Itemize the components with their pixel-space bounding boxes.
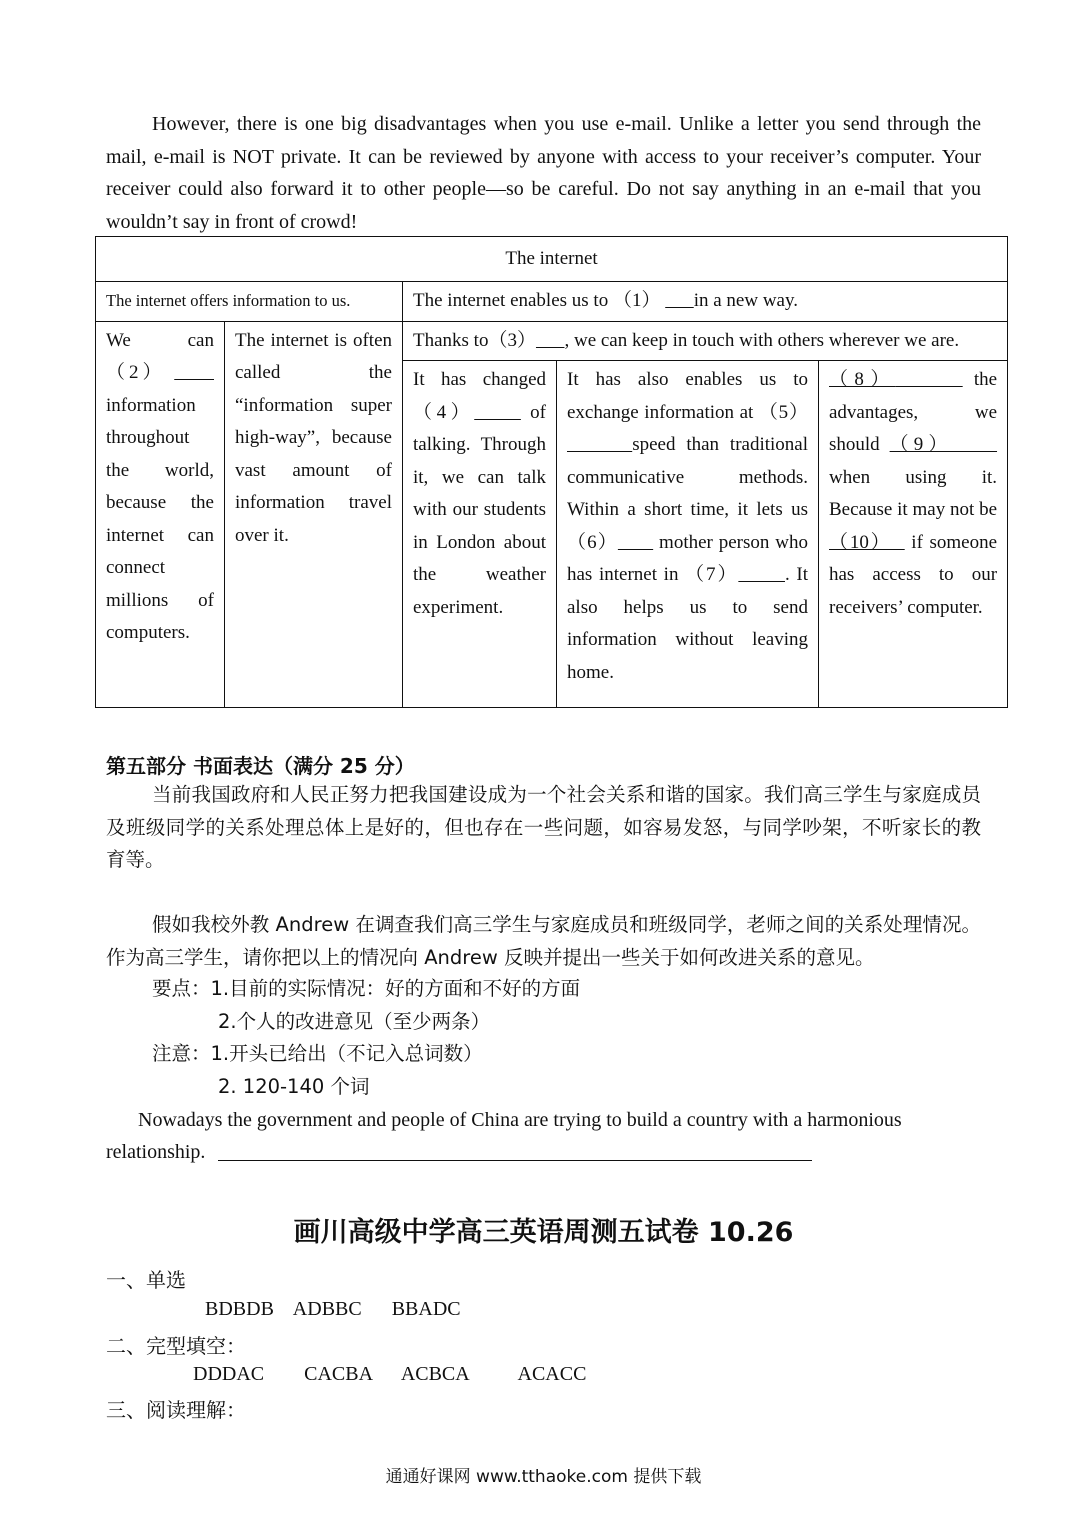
blank-8: （8）	[829, 369, 896, 390]
table-cell-exchange: It has also enables us to exchange information at （5） speed than traditional communicative methods. Within a short time, it lets us （6） mother person who has internet in （7） . It also helps us to send information without leaving home.	[557, 361, 819, 708]
notes-line-2: 2. 120-140 个词	[218, 1075, 370, 1098]
section-3-label: 三、阅读理解：	[106, 1398, 246, 1422]
passage-paragraph: However, there is one big disadvantages when you use e-mail. Unlike a letter you send through the mail, e-mail is NOT private. It can be reviewed by anyone with access to your receiver’s computer. Your receiver could also forward it to other people—so be careful. Do not say anything in an e-mail that you wouldn’t say in front of crowd!	[106, 113, 981, 233]
part5-paragraph-1: 当前我国政府和人民正努力把我国建设成为一个社会关系和谐的国家。我们高三学生与家庭成员及班级同学的关系处理总体上是好的，但也存在一些问题，如容易发怒，与同学吵架，不听家长的教育等。	[106, 783, 981, 871]
blank-4	[474, 402, 521, 423]
blank-1	[665, 290, 694, 311]
blank-9: （9）	[889, 434, 998, 455]
table-left-header: The internet offers information to us.	[96, 282, 403, 322]
blank-6	[618, 532, 653, 553]
opening-sentence-2: relationship.	[106, 1141, 206, 1163]
section-2-label: 二、完型填空：	[106, 1334, 246, 1358]
section-2-answers: DDDAC CACBA ACBCA ACACC	[193, 1363, 587, 1385]
blank-10: （10）	[829, 531, 905, 553]
table-title: The internet	[96, 237, 1008, 282]
blank-7	[738, 564, 785, 585]
table-cell-col1: We can （2） information throughout the world, because the internet can connect millions of computers.	[96, 321, 225, 708]
writing-line	[218, 1160, 812, 1161]
part5-heading: 第五部分 书面表达（满分 25 分）	[106, 754, 415, 778]
notes-line-1: 注意：1.开头已给出（不记入总词数）	[152, 1042, 483, 1065]
blank-5	[567, 434, 632, 455]
table-cell-changed: It has changed （4） of talking. Through it, we can talk with our students in London about the weather experiment.	[403, 361, 557, 708]
answer-key-title: 画川高级中学高三英语周测五试卷 10.26	[293, 1217, 794, 1248]
table-cell-thanks: Thanks to（3） , we can keep in touch with others wherever we are.	[403, 321, 1008, 361]
opening-sentence-1: Nowadays the government and people of China are trying to build a country with a harmonious	[138, 1109, 902, 1131]
table-cell-col2: The internet is often called the “information super high-way”, because vast amount of information travel over it.	[225, 321, 403, 708]
requirements-line-2: 2.个人的改进意见（至少两条）	[218, 1010, 491, 1033]
blank-2	[174, 362, 214, 383]
blank-3	[536, 330, 565, 351]
part5-paragraph-2: 假如我校外教 Andrew 在调查我们高三学生与家庭成员和班级同学，老师之间的关系处理情况。作为高三学生，请你把以上的情况向 Andrew 反映并提出一些关于如何改进关系的意见。	[106, 913, 981, 969]
page-footer: 通通好课网 www.tthaoke.com 提供下载	[385, 1467, 702, 1487]
summary-table	[95, 236, 1008, 708]
table-right-header: The internet enables us to （1） in a new way.	[403, 282, 1008, 322]
requirements-line-1: 要点：1.目前的实际情况：好的方面和不好的方面	[152, 977, 581, 1000]
section-1-label: 一、单选	[106, 1268, 186, 1292]
section-1-answers: BDBDB ADBBC BBADC	[205, 1298, 461, 1320]
table-cell-advantages: （8） the advantages, we should （9） when using it. Because it may not be （10） if someone has access to our receivers’ computer.	[819, 361, 1008, 708]
